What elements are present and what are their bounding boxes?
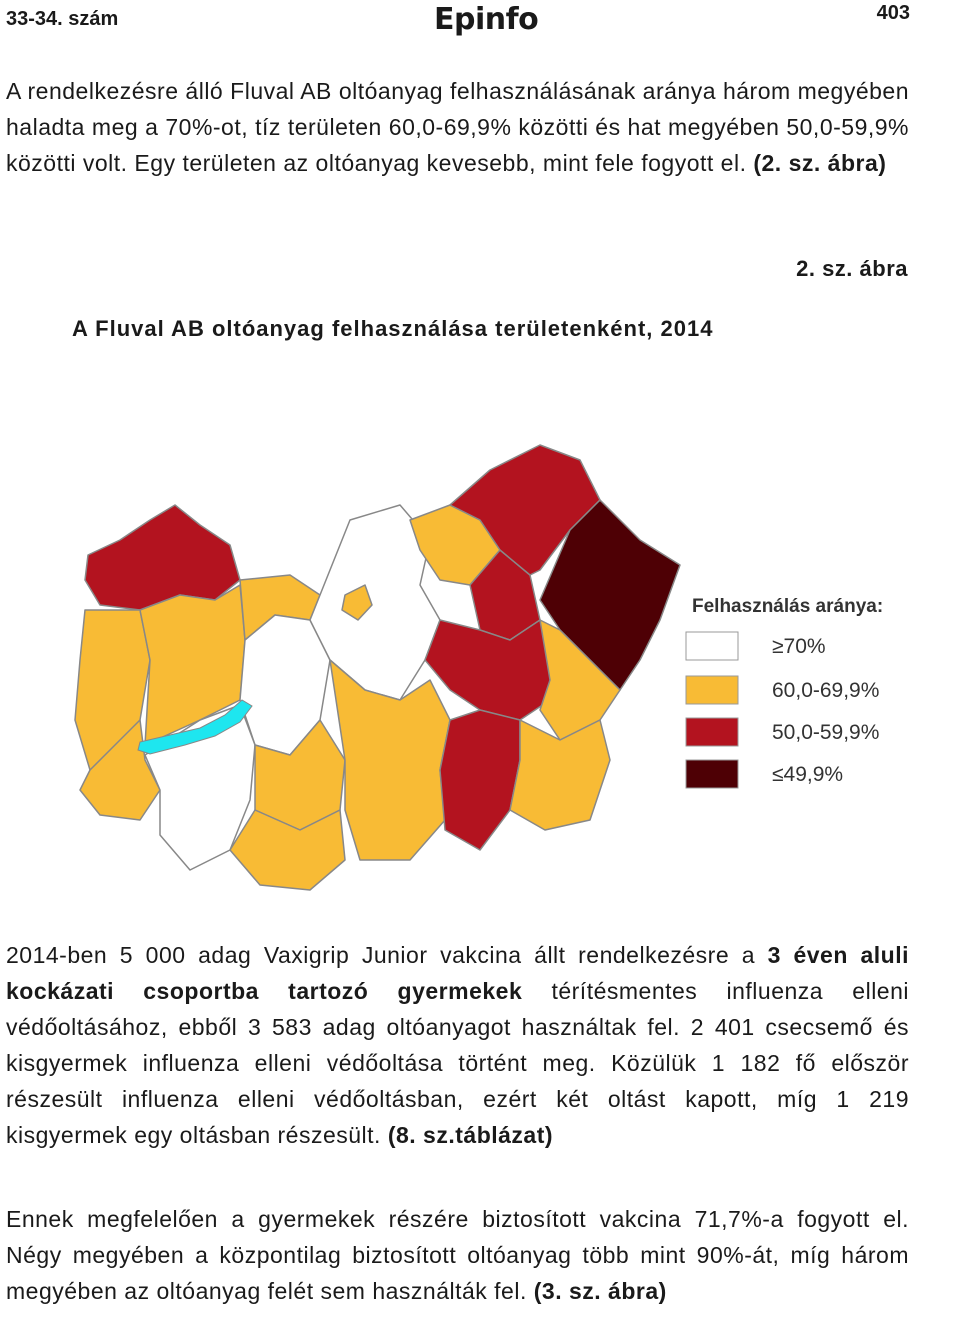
- figure-title: A Fluval AB oltóanyag felhasználása területenként, 2014: [72, 316, 714, 341]
- paragraph-fluval-usage: [6, 73, 909, 181]
- legend-item-high: [686, 632, 826, 660]
- legend-swatch-mid-low: [686, 718, 738, 746]
- region-gyor: [85, 505, 240, 610]
- paragraph-text: A rendelkezésre álló Fluval AB oltóanyag felhasználásának aránya három megyében haladta meg a 70%-ot, tíz területen 60,0-69,9% közötti és hat megyében 50,0-59,9% közötti volt. Egy területen az oltóanyag kevesebb, mint fele fogyott el.: [6, 78, 909, 176]
- legend-swatch-high: [686, 632, 738, 660]
- bold-phrase: 3 éven aluli kockázati csoportba tartozó gyermekek: [6, 942, 909, 1004]
- region-csongrad: [440, 710, 520, 850]
- map-legend: [686, 596, 883, 788]
- legend-title: Felhasználás aránya:: [692, 596, 884, 617]
- legend-label-mid-low: 50,0-59,9%: [772, 721, 880, 744]
- region-szolnok: [425, 620, 560, 720]
- paragraph-text: 2014-ben 5 000 adag Vaxigrip Junior vakcina állt rendelkezésre a: [6, 942, 768, 968]
- page-header: [0, 0, 960, 40]
- legend-label-high: ≥70%: [772, 635, 826, 658]
- legend-swatch-mid-high: [686, 676, 738, 704]
- paragraph-text: térítésmentes influenza elleni védőoltásához, ebből 3 583 adag oltóanyagot használtak fel. 2 401 csecsemő és kisgyermek influenza elleni védőoltása történt meg. Közülük 1 182 fő először részesült influenza elleni védőoltásban, ezért két oltást kapott, míg 1 219 kisgyermek egy oltásban részesült.: [6, 978, 909, 1148]
- legend-label-mid-high: 60,0-69,9%: [772, 679, 880, 702]
- legend-swatch-low: [686, 760, 738, 788]
- hungary-county-map: [0, 430, 960, 910]
- figure-reference: (2. sz. ábra): [753, 150, 887, 176]
- paragraph-vaxigrip: [6, 937, 909, 1153]
- table-reference: (8. sz.táblázat): [387, 1122, 554, 1148]
- legend-item-low: [686, 760, 843, 788]
- figure-reference: (3. sz. ábra): [533, 1278, 667, 1304]
- legend-item-mid-high: [686, 676, 879, 704]
- legend-label-low: ≤49,9%: [772, 763, 844, 786]
- issue-number: 33-34. szám: [6, 8, 119, 30]
- figure-number: 2. sz. ábra: [796, 256, 908, 281]
- paragraph-children-vaccine: [6, 1201, 909, 1309]
- brand-logo: Epinfo: [434, 2, 539, 37]
- legend-item-mid-low: [686, 718, 879, 746]
- paragraph-text: Ennek megfelelően a gyermekek részére biztosított vakcina 71,7%-a fogyott el. Négy megyében a központilag biztosított oltóanyag több mint 90%-át, míg három megyében az oltóanyag felét sem használták fel.: [6, 1206, 909, 1304]
- page-number: 403: [876, 2, 910, 24]
